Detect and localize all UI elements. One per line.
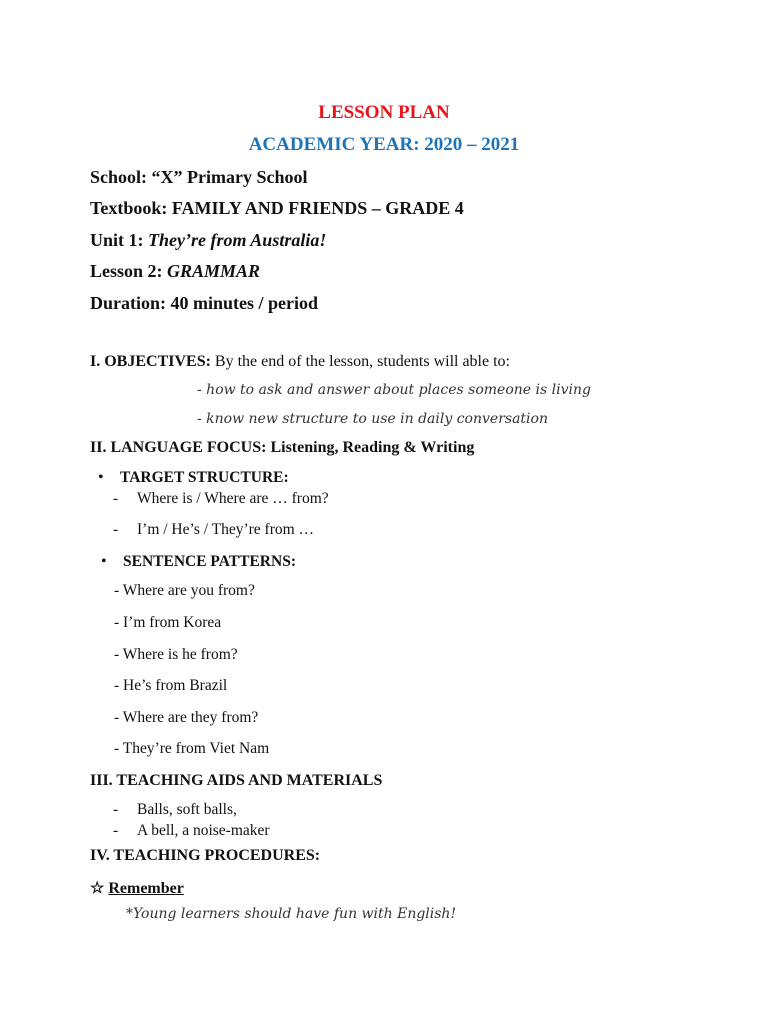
textbook-label: Textbook: [90,198,168,218]
textbook-line [90,198,464,219]
structure-text: Where is / Where are … from? [137,490,329,507]
bullet-icon: • [98,469,104,486]
bullet-icon: • [101,553,107,570]
structure-item [113,521,314,539]
pattern-item: - Where are you from? [114,582,255,599]
duration-label: Duration: [90,293,166,313]
aid-item [113,801,237,819]
target-structure-heading: TARGET STRUCTURE: [120,469,289,486]
lesson-value: GRAMMAR [167,261,261,281]
objective-item: - how to ask and answer about places someone is living [197,382,591,398]
structure-item [113,490,329,508]
school-line [90,167,308,188]
document-title: LESSON PLAN [318,102,450,123]
pattern-item: - I’m from Korea [114,614,222,631]
unit-value: They’re from Australia! [148,230,327,250]
language-focus-heading: II. LANGUAGE FOCUS: Listening, Reading & Writing [90,439,475,456]
school-value: “X” Primary School [151,167,308,187]
aid-item [113,822,270,840]
teaching-aids-heading: III. TEACHING AIDS AND MATERIALS [90,772,383,789]
remember-line [90,878,184,898]
duration-line [90,293,318,314]
procedures-heading: IV. TEACHING PROCEDURES: [90,847,321,864]
objectives-heading: I. OBJECTIVES: [90,353,211,370]
dash-marker: - [113,801,119,818]
dash-marker: - [113,490,119,507]
remember-note: *Young learners should have fun with English! [126,906,457,922]
pattern-item: - He’s from Brazil [114,677,228,694]
pattern-item: - Where is he from? [114,646,238,663]
star-icon: ☆ [90,880,105,897]
pattern-item: - They’re from Viet Nam [114,740,270,757]
unit-line [90,230,326,251]
dash-marker: - [113,521,119,538]
sentence-patterns-heading: SENTENCE PATTERNS: [123,553,296,570]
pattern-item: - Where are they from? [114,709,259,726]
dash-marker: - [113,822,119,839]
objectives-intro: By the end of the lesson, students will able to: [214,353,510,370]
aid-text: Balls, soft balls, [137,801,237,818]
objective-item: - know new structure to use in daily conversation [197,411,548,427]
aid-text: A bell, a noise-maker [137,822,270,839]
remember-label: Remember [108,880,184,897]
lesson-label: Lesson 2: [90,261,163,281]
duration-value: 40 minutes / period [170,293,319,313]
unit-label: Unit 1: [90,230,144,250]
lesson-line [90,261,260,282]
objectives-heading-line [90,353,510,371]
sentence-patterns-heading-line [101,553,296,571]
structure-text: I’m / He’s / They’re from … [137,521,315,538]
academic-year: ACADEMIC YEAR: 2020 – 2021 [248,134,520,155]
school-label: School: [90,167,148,187]
target-structure-heading-line [98,469,289,487]
textbook-value: FAMILY AND FRIENDS – GRADE 4 [171,198,464,218]
